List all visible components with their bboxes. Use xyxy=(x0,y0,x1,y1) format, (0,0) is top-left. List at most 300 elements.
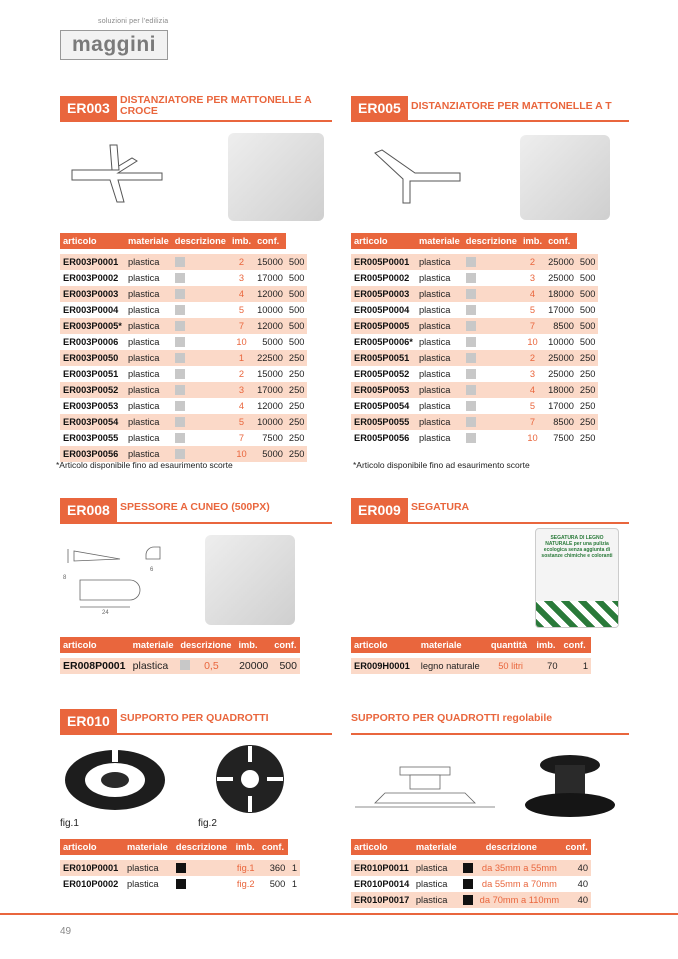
color-swatch xyxy=(180,660,190,670)
section-title: SUPPORTO PER QUADROTTI regolabile xyxy=(351,712,553,724)
col-header: imb. xyxy=(520,233,545,249)
cell-imb: 25000 xyxy=(545,350,577,366)
col-header: materiale xyxy=(125,233,172,249)
table-er005 xyxy=(351,233,598,446)
cell-desc: 4 xyxy=(229,286,254,302)
col-header: conf. xyxy=(562,839,591,855)
color-swatch-cell xyxy=(463,398,520,414)
cell-art: ER003P0001 xyxy=(60,254,125,270)
cell-articolo: ER008P0001 xyxy=(60,658,130,674)
col-header: materiale xyxy=(418,637,488,653)
color-swatch-cell xyxy=(172,382,229,398)
table-row xyxy=(351,302,598,318)
color-swatch-cell xyxy=(172,270,229,286)
cell-desc: 2 xyxy=(520,254,545,270)
brand-logo: maggini xyxy=(60,30,168,60)
cell-desc: 2 xyxy=(238,369,245,379)
color-swatch xyxy=(175,449,185,459)
wedge-diagram xyxy=(60,535,180,615)
cell-conf: 250 xyxy=(286,446,308,462)
cell-imb: 20000 xyxy=(235,658,271,674)
col-header: descrizione xyxy=(463,233,520,249)
section-title: DISTANZIATORE PER MATTONELLE A T xyxy=(411,100,612,112)
cell-desc: 10 xyxy=(229,446,254,462)
cell-desc: 3 xyxy=(529,369,536,379)
table-row xyxy=(351,398,598,414)
footer-rule xyxy=(0,913,678,915)
cell-conf: 1 xyxy=(561,658,592,674)
cell-art: ER010P0002 xyxy=(63,879,119,889)
cell-imb: 8500 xyxy=(545,414,577,430)
cell-conf: 500 xyxy=(286,318,308,334)
cell-imb: 12000 xyxy=(254,318,286,334)
color-swatch xyxy=(463,863,473,873)
table-row xyxy=(351,318,598,334)
cell-conf: 250 xyxy=(286,414,308,430)
color-swatch xyxy=(466,353,476,363)
cell-art: ER005P0055 xyxy=(351,414,416,430)
cell-mat: plastica xyxy=(125,318,172,334)
cell-imb: 10000 xyxy=(254,414,286,430)
table-er010 xyxy=(60,839,300,892)
col-header: descrizione xyxy=(177,637,235,653)
color-swatch xyxy=(175,337,185,347)
table-regolabile xyxy=(351,839,591,908)
cell-art: ER005P0002 xyxy=(354,273,410,283)
color-swatch-cell xyxy=(463,318,520,334)
color-swatch-cell xyxy=(172,366,229,382)
col-header: imb. xyxy=(533,637,560,653)
cell-art: ER003P0050 xyxy=(60,350,125,366)
cell-desc: 2 xyxy=(520,350,545,366)
cell-conf: 250 xyxy=(579,433,596,443)
table-row xyxy=(60,860,300,876)
cell-conf: 250 xyxy=(288,369,305,379)
cell-imb: 22500 xyxy=(254,350,286,366)
cell-conf: 500 xyxy=(288,305,305,315)
cell-desc: 7 xyxy=(520,414,545,430)
section-code: ER003 xyxy=(60,96,117,120)
color-swatch-cell xyxy=(172,334,229,350)
cell-art: ER010P0011 xyxy=(351,860,413,876)
col-header: articolo xyxy=(60,233,125,249)
footnote-er003: *Articolo disponibile fino ad esaurimento scorte xyxy=(56,460,233,470)
table-row xyxy=(351,876,591,892)
fig2-label: fig.2 xyxy=(198,818,217,829)
wedge-bag-photo xyxy=(205,535,295,625)
cell-imb: 17000 xyxy=(548,401,574,411)
table-row xyxy=(60,366,307,382)
color-swatch xyxy=(175,369,185,379)
cell-art: ER005P0054 xyxy=(354,401,410,411)
cell-mat: plastica xyxy=(125,350,172,366)
color-swatch-cell xyxy=(172,286,229,302)
color-swatch-cell xyxy=(173,876,233,892)
color-swatch xyxy=(176,879,186,889)
table-row xyxy=(60,254,307,270)
col-header: articolo xyxy=(60,637,130,653)
table-header-row xyxy=(351,637,591,653)
cell-imb: 5000 xyxy=(254,446,286,462)
cell-mat: plastica xyxy=(125,446,172,462)
cell-desc: 4 xyxy=(520,382,545,398)
cell-quantita: 50 litri xyxy=(488,658,534,674)
color-swatch-cell xyxy=(172,318,229,334)
table-row xyxy=(351,366,598,382)
table-row xyxy=(351,254,598,270)
cross-spacer-bag-photo xyxy=(228,133,324,221)
color-swatch xyxy=(466,433,476,443)
cell-conf: 250 xyxy=(579,401,596,411)
cell-conf: 1 xyxy=(291,879,297,889)
footnote-er005: *Articolo disponibile fino ad esaurimento scorte xyxy=(353,460,530,470)
cell-desc: 10 xyxy=(236,337,247,347)
cell-desc: 5 xyxy=(229,414,254,430)
adjustable-pedestal-drawing xyxy=(355,745,500,815)
cell-imb: 17000 xyxy=(254,382,286,398)
cell-mat: plastica xyxy=(418,433,451,443)
cell-mat: plastica xyxy=(416,414,463,430)
color-swatch xyxy=(466,417,476,427)
cell-conf: 500 xyxy=(288,337,305,347)
section-code: ER008 xyxy=(60,498,117,522)
cell-conf: 250 xyxy=(577,414,599,430)
cell-conf: 500 xyxy=(579,305,596,315)
cell-art: ER003P0056 xyxy=(60,446,125,462)
t-spacer-bag-photo xyxy=(520,135,610,220)
table-row xyxy=(351,382,598,398)
table-row xyxy=(60,414,307,430)
cell-conf: 250 xyxy=(579,369,596,379)
cell-desc: 5 xyxy=(529,401,536,411)
cell-imb: 15000 xyxy=(254,254,286,270)
cell-conf: 500 xyxy=(579,273,596,283)
table-row xyxy=(351,286,598,302)
cell-imb: 7500 xyxy=(262,433,283,443)
cell-desc: 5 xyxy=(238,305,245,315)
diagram-label-w1: 24 xyxy=(102,610,109,615)
cell-desc: da 35mm a 55mm xyxy=(476,860,562,876)
cell-mat: plastica xyxy=(413,860,460,876)
table-row xyxy=(60,382,307,398)
cell-imb: 17000 xyxy=(257,273,283,283)
diagram-label-h: 8 xyxy=(63,575,67,581)
cell-mat: plastica xyxy=(415,879,448,889)
table-er003 xyxy=(60,233,307,462)
cell-art: ER005P0051 xyxy=(351,350,416,366)
cell-descrizione: 0,5 xyxy=(204,660,219,672)
cell-desc: 7 xyxy=(520,318,545,334)
col-header: imb. xyxy=(229,233,254,249)
cell-mat: plastica xyxy=(418,401,451,411)
color-swatch xyxy=(175,401,185,411)
fig1-label: fig.1 xyxy=(60,818,79,829)
cell-conf: 250 xyxy=(288,433,305,443)
col-header: conf. xyxy=(254,233,286,249)
diagram-label-w2: 6 xyxy=(150,567,154,573)
table-header-row xyxy=(351,839,591,855)
cell-mat: plastica xyxy=(127,305,160,315)
col-header: materiale xyxy=(124,839,173,855)
cell-art: ER010P0014 xyxy=(354,879,410,889)
cell-art: ER003P0051 xyxy=(63,369,119,379)
section-header-er009 xyxy=(351,494,629,524)
table-header-row xyxy=(60,637,300,653)
table-row xyxy=(351,860,591,876)
cross-spacer-drawing xyxy=(62,140,172,210)
cell-art: ER010P0001 xyxy=(60,860,124,876)
cell-desc: 3 xyxy=(238,273,245,283)
table-row xyxy=(60,318,307,334)
cell-desc: fig.2 xyxy=(236,879,255,889)
cell-imb: 18000 xyxy=(545,286,577,302)
cell-desc: 4 xyxy=(238,401,245,411)
color-swatch xyxy=(466,401,476,411)
table-header-row xyxy=(60,839,300,855)
table-row xyxy=(60,350,307,366)
cell-conf: 1 xyxy=(288,860,300,876)
table-er008 xyxy=(60,637,300,674)
cell-mat: plastica xyxy=(418,337,451,347)
cell-imb: 10000 xyxy=(548,337,574,347)
cell-desc: 3 xyxy=(529,273,536,283)
cell-imb: 25000 xyxy=(545,254,577,270)
col-header: articolo xyxy=(60,839,124,855)
col-header: imb. xyxy=(233,839,259,855)
cell-materiale: plastica xyxy=(130,658,178,674)
cell-mat: plastica xyxy=(127,433,160,443)
section-header-er008 xyxy=(60,494,332,524)
cell-desc: 3 xyxy=(229,382,254,398)
col-header: articolo xyxy=(351,637,418,653)
col-header: materiale xyxy=(130,637,178,653)
section-title: SEGATURA xyxy=(411,501,470,513)
bag-label: SEGATURA DI LEGNO NATURALE per una pulizia ecologica senza aggiunta di sostanze chimiche e coloranti xyxy=(541,535,613,559)
cell-imb: 5000 xyxy=(262,337,283,347)
color-swatch-cell xyxy=(463,382,520,398)
section-title: SUPPORTO PER QUADROTTI xyxy=(120,712,269,724)
cell-imb: 360 xyxy=(259,860,288,876)
cell-mat: plastica xyxy=(127,337,160,347)
table-header-row xyxy=(351,233,598,249)
color-swatch-cell xyxy=(463,254,520,270)
color-swatch-cell xyxy=(463,366,520,382)
cell-conf: 40 xyxy=(562,860,591,876)
cell-art: ER003P0004 xyxy=(63,305,119,315)
brand-tagline: soluzioni per l'edilizia xyxy=(98,18,169,25)
cell-conf: 500 xyxy=(286,254,308,270)
cell-art: ER003P0055 xyxy=(63,433,119,443)
cell-conf: 500 xyxy=(271,658,300,674)
cell-imb: 25000 xyxy=(548,369,574,379)
cell-imb: 17000 xyxy=(548,305,574,315)
color-swatch-cell xyxy=(173,860,233,876)
cell-art: ER010P0017 xyxy=(351,892,413,908)
section-code: ER009 xyxy=(351,498,408,522)
sawdust-bag-photo xyxy=(535,528,619,628)
cell-desc: 4 xyxy=(520,286,545,302)
cell-mat: plastica xyxy=(416,254,463,270)
cell-art: ER003P0006 xyxy=(63,337,119,347)
cell-conf: 250 xyxy=(286,382,308,398)
color-swatch xyxy=(466,289,476,299)
cell-conf: 500 xyxy=(577,318,599,334)
cell-imb: 7500 xyxy=(553,433,574,443)
section-title: SPESSORE A CUNEO (500PX) xyxy=(120,501,270,513)
cell-desc: 10 xyxy=(527,433,538,443)
col-header: conf. xyxy=(259,839,288,855)
cell-mat: plastica xyxy=(127,879,159,889)
col-header: conf. xyxy=(545,233,577,249)
cell-imb: 10000 xyxy=(257,305,283,315)
cell-conf: 500 xyxy=(579,337,596,347)
cell-desc: da 55mm a 70mm xyxy=(481,879,557,889)
cell-art: ER003P0054 xyxy=(60,414,125,430)
color-swatch xyxy=(175,273,185,283)
color-swatch-cell xyxy=(463,334,520,350)
color-swatch-cell xyxy=(460,860,476,876)
color-swatch-cell xyxy=(172,350,229,366)
col-header: descrizione xyxy=(172,233,229,249)
cell-mat: plastica xyxy=(413,892,460,908)
color-swatch xyxy=(463,895,473,905)
table-row xyxy=(351,270,598,286)
cell-mat: plastica xyxy=(416,286,463,302)
col-header: descrizione xyxy=(173,839,233,855)
col-header: materiale xyxy=(413,839,460,855)
col-header: materiale xyxy=(416,233,463,249)
color-swatch xyxy=(175,385,185,395)
color-swatch xyxy=(466,369,476,379)
pedestal-fig1-photo xyxy=(60,742,170,812)
cell-mat: plastica xyxy=(125,414,172,430)
table-row xyxy=(351,892,591,908)
color-swatch-cell xyxy=(463,270,520,286)
col-header: articolo xyxy=(351,839,413,855)
cell-imb: 70 xyxy=(533,658,560,674)
section-header-er010 xyxy=(60,705,332,735)
table-row xyxy=(60,270,307,286)
cell-conf: 250 xyxy=(577,382,599,398)
color-swatch-cell xyxy=(460,876,476,892)
color-swatch xyxy=(466,385,476,395)
cell-art: ER005P0056 xyxy=(354,433,410,443)
table-row xyxy=(60,398,307,414)
color-swatch-cell xyxy=(460,892,476,908)
table-row xyxy=(60,334,307,350)
color-swatch xyxy=(175,417,185,427)
color-swatch xyxy=(175,353,185,363)
table-row xyxy=(351,350,598,366)
section-title: DISTANZIATORE PER MATTONELLE A CROCE xyxy=(120,94,312,117)
cell-imb: 25000 xyxy=(548,273,574,283)
cell-mat: plastica xyxy=(127,273,160,283)
table-row xyxy=(60,430,307,446)
table-row xyxy=(60,302,307,318)
cell-art: ER003P0052 xyxy=(60,382,125,398)
table-header-row xyxy=(60,233,307,249)
color-swatch-cell xyxy=(172,302,229,318)
cell-imb: 18000 xyxy=(545,382,577,398)
cell-imb: 12000 xyxy=(254,286,286,302)
cell-imb: 500 xyxy=(269,879,286,889)
color-swatch-cell xyxy=(463,302,520,318)
t-spacer-drawing xyxy=(370,145,470,205)
color-swatch xyxy=(466,337,476,347)
cell-imb: 15000 xyxy=(257,369,283,379)
color-swatch xyxy=(176,863,186,873)
cell-conf: 500 xyxy=(288,273,305,283)
cell-mat: plastica xyxy=(416,382,463,398)
cell-desc: da 70mm a 110mm xyxy=(476,892,562,908)
color-swatch-cell xyxy=(172,398,229,414)
section-header-regolabile xyxy=(351,705,629,735)
cell-art: ER005P0001 xyxy=(351,254,416,270)
section-code: ER005 xyxy=(351,96,408,120)
table-row xyxy=(60,658,300,674)
cell-art: ER005P0053 xyxy=(351,382,416,398)
table-er009 xyxy=(351,637,591,674)
cell-mat: plastica xyxy=(127,369,160,379)
cell-imb: 8500 xyxy=(545,318,577,334)
col-header: conf. xyxy=(561,637,592,653)
color-swatch-cell xyxy=(463,430,520,446)
cell-mat: plastica xyxy=(418,273,451,283)
color-swatch xyxy=(466,257,476,267)
cell-conf: 250 xyxy=(286,350,308,366)
cell-conf: 500 xyxy=(286,286,308,302)
cell-mat: plastica xyxy=(125,382,172,398)
cell-conf: 500 xyxy=(577,286,599,302)
page-number: 49 xyxy=(60,926,72,937)
cell-conf: 250 xyxy=(288,401,305,411)
col-header: imb. xyxy=(235,637,271,653)
col-header: articolo xyxy=(351,233,416,249)
color-swatch-cell xyxy=(463,414,520,430)
color-swatch xyxy=(175,305,185,315)
cell-art: ER005P0006* xyxy=(354,337,413,347)
cell-materiale: legno naturale xyxy=(418,658,488,674)
cell-art: ER005P0052 xyxy=(354,369,410,379)
cell-mat: plastica xyxy=(125,286,172,302)
cell-art: ER003P0053 xyxy=(63,401,119,411)
color-swatch xyxy=(175,321,185,331)
color-swatch-cell xyxy=(172,430,229,446)
cell-mat: plastica xyxy=(125,254,172,270)
cell-imb: 12000 xyxy=(257,401,283,411)
cell-desc: fig.1 xyxy=(233,860,259,876)
color-swatch xyxy=(463,879,473,889)
cell-mat: plastica xyxy=(124,860,173,876)
section-code: ER010 xyxy=(60,709,117,733)
cell-mat: plastica xyxy=(418,369,451,379)
color-swatch xyxy=(175,257,185,267)
table-row xyxy=(60,286,307,302)
color-swatch-cell xyxy=(463,350,520,366)
cell-conf: 500 xyxy=(577,254,599,270)
col-header: quantità xyxy=(488,637,534,653)
cell-art: ER003P0002 xyxy=(63,273,119,283)
color-swatch-cell xyxy=(172,254,229,270)
cell-art: ER005P0004 xyxy=(354,305,410,315)
cell-desc: 7 xyxy=(238,433,245,443)
cell-mat: plastica xyxy=(418,305,451,315)
cell-art: ER003P0005* xyxy=(60,318,125,334)
pedestal-fig2-photo xyxy=(195,742,305,817)
adjustable-pedestal-photo xyxy=(520,745,620,820)
color-swatch xyxy=(466,321,476,331)
table-row xyxy=(351,430,598,446)
